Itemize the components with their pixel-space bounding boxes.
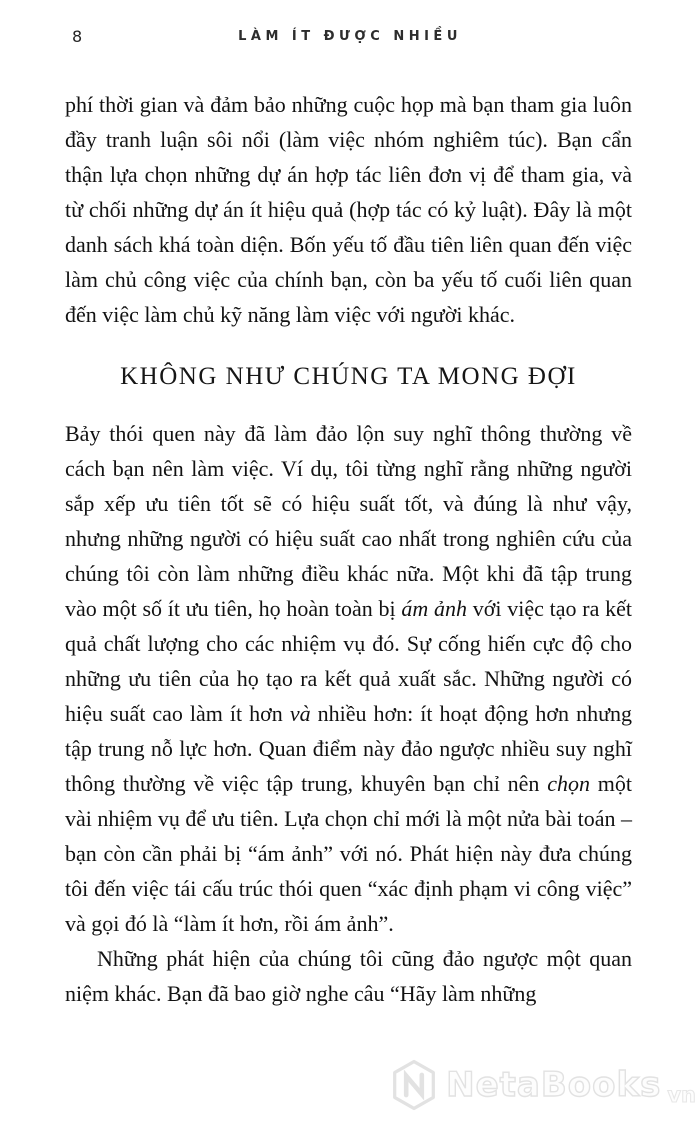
text-block	[65, 87, 632, 1011]
running-title: LÀM ÍT ĐƯỢC NHIỀU	[238, 29, 462, 44]
page-number: 8	[72, 27, 83, 46]
body-paragraph: Bảy thói quen này đã làm đảo lộn suy nghĩ thông thường về cách bạn nên làm việc. Ví dụ, tôi từng nghĩ rằng những người sắp xếp ưu tiên tốt sẽ có hiệu suất tốt, và đúng là như vậy, nhưng những người có hiệu suất cao nhất trong nghiên cứu của chúng tôi còn làm những điều khác nữa. Một khi đã tập trung vào một số ít ưu tiên, họ hoàn toàn bị ám ảnh với việc tạo ra kết quả chất lượng cho các nhiệm vụ đó. Sự cống hiến cực độ cho những ưu tiên của họ tạo ra kết quả xuất sắc. Những người có hiệu suất cao làm ít hơn và nhiều hơn: ít hoạt động hơn nhưng tập trung nỗ lực hơn. Quan điểm này đảo ngược nhiều suy nghĩ thông thường về việc tập trung, khuyên bạn chỉ nên chọn một vài nhiệm vụ để ưu tiên. Lựa chọn chỉ mới là một nửa bài toán – bạn còn cần phải bị “ám ảnh” với nó. Phát hiện này đưa chúng tôi đến việc tái cấu trúc thói quen “xác định phạm vi công việc” và gọi đó là “làm ít hơn, rồi ám ảnh”.	[65, 421, 633, 936]
netabooks-logo-icon	[391, 1059, 437, 1111]
body-paragraph: Những phát hiện của chúng tôi cũng đảo ngược một quan niệm khác. Bạn đã bao giờ nghe câu “Hãy làm những	[65, 946, 632, 1006]
page-header	[0, 24, 700, 50]
body-paragraph: phí thời gian và đảm bảo những cuộc họp mà bạn tham gia luôn đầy tranh luận sôi nổi (làm việc nhóm nghiêm túc). Bạn cẩn thận lựa chọn những dự án hợp tác liên đơn vị để tham gia, và từ chối những dự án ít hiệu quả (hợp tác có kỷ luật). Đây là một danh sách khá toàn diện. Bốn yếu tố đầu tiên liên quan đến việc làm chủ công việc của chính bạn, còn ba yếu tố cuối liên quan đến việc làm chủ kỹ năng làm việc với người khác.	[65, 92, 632, 327]
section-heading: KHÔNG NHƯ CHÚNG TA MONG ĐỢI	[120, 363, 577, 390]
watermark	[391, 1059, 696, 1111]
watermark-suffix: vn	[667, 1083, 696, 1107]
watermark-brand: NetaBooks	[446, 1065, 662, 1105]
